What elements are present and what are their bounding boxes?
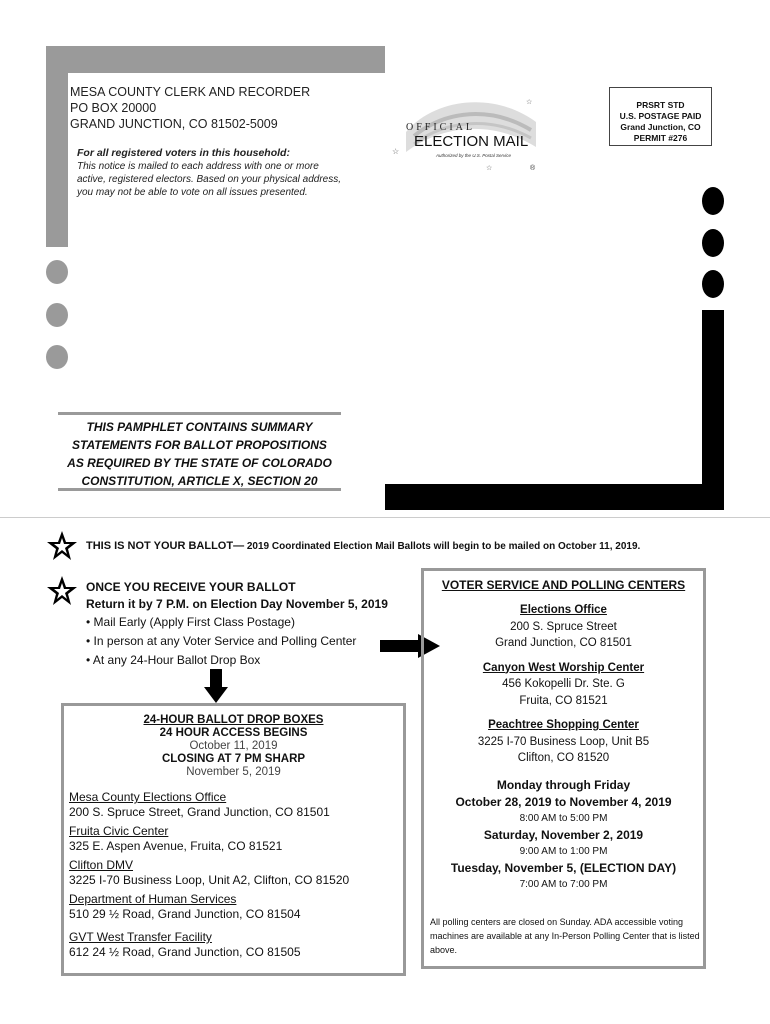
drop-box-address: 612 24 ½ Road, Grand Junction, CO 81505 bbox=[69, 945, 301, 959]
pamphlet-note bbox=[58, 412, 341, 490]
list-item bbox=[69, 930, 401, 960]
center-name: Peachtree Shopping Center bbox=[488, 719, 639, 731]
logo-line-1: OFFICIAL bbox=[406, 122, 476, 133]
return-address bbox=[70, 84, 310, 132]
svg-text:☆: ☆ bbox=[526, 99, 533, 106]
gray-dot-mark bbox=[46, 260, 68, 284]
once-heading: ONCE YOU RECEIVE YOUR BALLOT bbox=[86, 580, 296, 594]
return-address-line: GRAND JUNCTION, CO 81502-5009 bbox=[70, 117, 278, 131]
hours-time: 9:00 AM to 1:00 PM bbox=[519, 845, 608, 857]
household-title: For all registered voters in this household: bbox=[77, 147, 290, 159]
not-ballot-notice bbox=[86, 540, 640, 552]
return-option: • In person at any Voter Service and Polling Center bbox=[86, 632, 388, 651]
drop-boxes-title: 24-HOUR BALLOT DROP BOXES bbox=[143, 714, 324, 726]
return-option: • At any 24-Hour Ballot Drop Box bbox=[86, 651, 388, 670]
pamphlet-rule-top bbox=[58, 412, 341, 415]
return-options bbox=[86, 613, 388, 670]
logo-line-3: Authorized by the U.S. Postal Service bbox=[436, 153, 512, 158]
pamphlet-line: STATEMENTS FOR BALLOT PROPOSITIONS bbox=[72, 438, 327, 452]
hours-section bbox=[424, 777, 703, 893]
household-body: This notice is mailed to each address with one or more active, registered electors. Based on your physical address, you may not be able to vote on all issues presented. bbox=[77, 161, 342, 198]
not-ballot-lead: THIS IS NOT YOUR BALLOT— bbox=[86, 540, 245, 552]
drop-box-name: Mesa County Elections Office bbox=[69, 790, 227, 804]
drop-boxes-panel bbox=[61, 703, 406, 976]
official-election-mail-logo bbox=[386, 92, 546, 172]
drop-boxes-closing: CLOSING AT 7 PM SHARP bbox=[161, 753, 306, 765]
frame-bar-right bbox=[702, 310, 724, 510]
pamphlet-line: CONSTITUTION, ARTICLE X, SECTION 20 bbox=[81, 474, 318, 488]
center-address-line: Grand Junction, CO 81501 bbox=[495, 637, 632, 649]
star-icon bbox=[46, 575, 78, 607]
postage-line: Grand Junction, CO bbox=[620, 122, 701, 132]
logo-registered-mark: ® bbox=[530, 165, 536, 172]
hours-label: Tuesday, November 5, (ELECTION DAY) bbox=[450, 860, 677, 875]
drop-box-name: GVT West Transfer Facility bbox=[69, 930, 212, 944]
gray-dot-mark bbox=[46, 345, 68, 369]
drop-box-name: Department of Human Services bbox=[69, 892, 237, 906]
once-subheading: Return it by 7 P.M. on Election Day November 5, 2019 bbox=[86, 597, 388, 611]
drop-box-name: Fruita Civic Center bbox=[69, 824, 169, 838]
list-item bbox=[424, 602, 703, 652]
list-item bbox=[69, 858, 401, 888]
drop-box-address: 3225 I-70 Business Loop, Unit A2, Clifton, CO 81520 bbox=[69, 873, 350, 887]
drop-boxes-header bbox=[64, 714, 403, 779]
pamphlet-rule-bottom bbox=[58, 488, 341, 491]
return-address-line: PO BOX 20000 bbox=[70, 101, 157, 115]
list-item bbox=[424, 717, 703, 767]
household-notice bbox=[77, 147, 347, 199]
center-name: Elections Office bbox=[520, 604, 607, 616]
postage-indicia bbox=[609, 87, 712, 146]
black-dot-mark bbox=[702, 187, 724, 215]
drop-box-name: Clifton DMV bbox=[69, 858, 134, 872]
frame-bar-left bbox=[46, 46, 68, 247]
drop-boxes-closing-date: November 5, 2019 bbox=[186, 766, 281, 778]
center-address-line: 456 Kokopelli Dr. Ste. G bbox=[502, 678, 625, 690]
postage-line: PRSRT STD bbox=[636, 100, 685, 110]
voter-service-title: VOTER SERVICE AND POLLING CENTERS bbox=[441, 578, 686, 592]
hours-label: Monday through Friday bbox=[496, 777, 631, 792]
center-address-line: 200 S. Spruce Street bbox=[510, 620, 617, 633]
drop-box-list bbox=[69, 790, 401, 964]
drop-boxes-access-date: October 11, 2019 bbox=[189, 740, 278, 752]
drop-box-address: 200 S. Spruce Street, Grand Junction, CO 81501 bbox=[69, 805, 330, 819]
center-address-line: 3225 I-70 Business Loop, Unit B5 bbox=[477, 735, 650, 748]
frame-bar-top bbox=[46, 46, 385, 73]
gray-dot-mark bbox=[46, 303, 68, 327]
fold-divider bbox=[0, 517, 770, 518]
svg-text:☆: ☆ bbox=[392, 147, 400, 156]
pamphlet-line: THIS PAMPHLET CONTAINS SUMMARY bbox=[86, 420, 313, 434]
pamphlet-text bbox=[58, 418, 341, 490]
frame-bar-bottom bbox=[385, 484, 724, 510]
voter-service-panel bbox=[421, 568, 706, 969]
svg-text:☆: ☆ bbox=[486, 165, 493, 172]
black-dot-mark bbox=[702, 229, 724, 257]
list-item bbox=[69, 892, 401, 922]
star-icon bbox=[46, 530, 78, 562]
logo-line-2: ELECTION MAIL bbox=[414, 133, 529, 150]
drop-box-address: 325 E. Aspen Avenue, Fruita, CO 81521 bbox=[69, 839, 283, 853]
return-address-line: MESA COUNTY CLERK AND RECORDER bbox=[70, 85, 311, 99]
polling-note: All polling centers are closed on Sunday. ADA accessible voting machines are available at any In-Person Polling Center that is listed above. bbox=[430, 917, 700, 955]
hours-time: 8:00 AM to 5:00 PM bbox=[519, 812, 608, 824]
drop-box-address: 510 29 ½ Road, Grand Junction, CO 81504 bbox=[69, 907, 301, 921]
once-received-section bbox=[86, 579, 388, 670]
center-address-line: Fruita, CO 81521 bbox=[519, 694, 608, 707]
center-name: Canyon West Worship Center bbox=[482, 661, 645, 674]
center-address-line: Clifton, CO 81520 bbox=[517, 752, 610, 764]
list-item bbox=[69, 790, 401, 820]
list-item bbox=[424, 660, 703, 710]
black-dot-mark bbox=[702, 270, 724, 298]
hours-label: Saturday, November 2, 2019 bbox=[483, 827, 644, 842]
postage-line: PERMIT #276 bbox=[633, 133, 688, 143]
hours-time: 7:00 AM to 7:00 PM bbox=[519, 878, 608, 890]
drop-boxes-access: 24 HOUR ACCESS BEGINS bbox=[159, 727, 308, 739]
postage-line: U.S. POSTAGE PAID bbox=[619, 111, 702, 121]
pamphlet-line: AS REQUIRED BY THE STATE OF COLORADO bbox=[67, 456, 332, 470]
hours-dates: October 28, 2019 to November 4, 2019 bbox=[455, 794, 672, 809]
voter-service-content bbox=[424, 578, 703, 893]
not-ballot-rest: 2019 Coordinated Election Mail Ballots will begin to be mailed on October 11, 2019. bbox=[244, 541, 641, 552]
return-option: • Mail Early (Apply First Class Postage) bbox=[86, 613, 388, 632]
arrow-down-icon bbox=[204, 669, 228, 703]
list-item bbox=[69, 824, 401, 854]
